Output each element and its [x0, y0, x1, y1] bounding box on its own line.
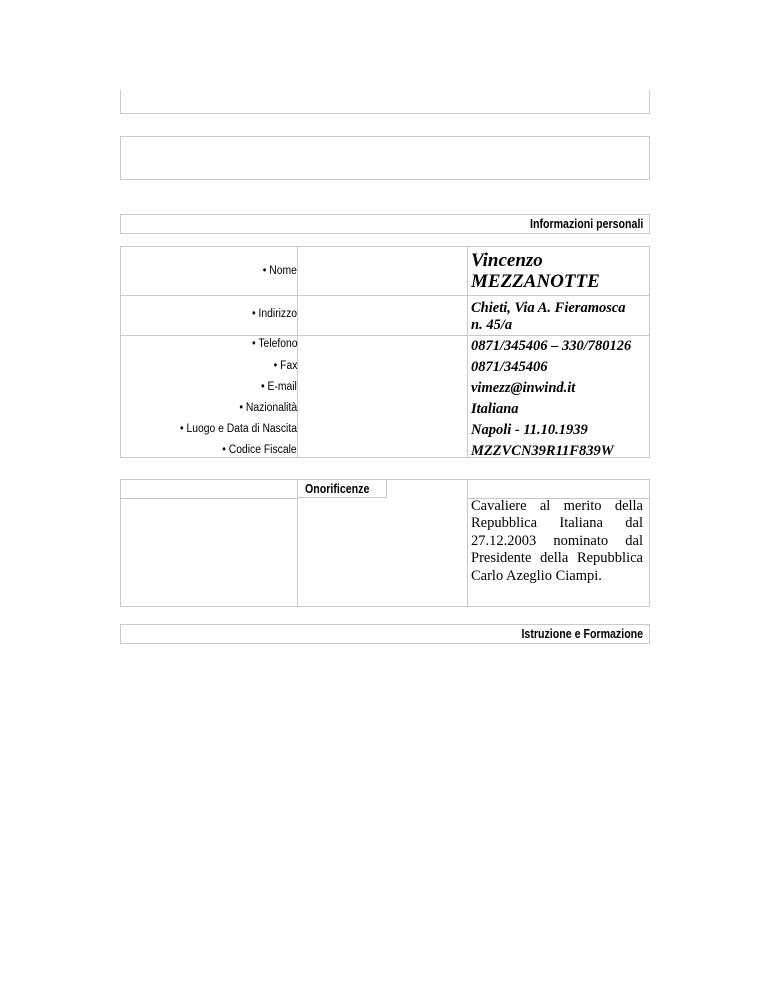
value-nome: Vincenzo MEZZANOTTE [471, 250, 600, 292]
section-header-personal-info: Informazioni personali [120, 214, 650, 234]
value-nazionalita: Italiana [471, 401, 519, 417]
section-header-education: Istruzione e Formazione [120, 624, 650, 644]
label-nazionalita: • Nazionalità [239, 402, 297, 414]
label-nome: • Nome [262, 265, 297, 277]
label-indirizzo: • Indirizzo [251, 308, 297, 320]
value-indirizzo: Chieti, Via A. Fieramosca n. 45/a [471, 300, 626, 333]
honors-table [120, 479, 650, 607]
value-nascita: Napoli - 11.10.1939 [471, 422, 588, 438]
empty-section-box [120, 136, 650, 180]
personal-info-table [120, 246, 650, 458]
value-codice-fiscale: MZZVCN39R11F839W [471, 443, 614, 459]
label-email: • E-mail [261, 381, 297, 393]
value-fax: 0871/345406 [471, 359, 548, 375]
section-header-honors: Onorificenze [305, 482, 370, 496]
honors-text: Cavaliere al merito della Repubblica Italiana dal 27.12.2003 nominato dal Presidente della Repubblica Carlo Azeglio Ciampi. [471, 498, 643, 584]
value-telefono: 0871/345406 – 330/780126 [471, 338, 632, 354]
label-telefono: • Telefono [251, 338, 297, 350]
label-fax: • Fax [273, 360, 297, 372]
label-codice-fiscale: • Codice Fiscale [222, 444, 297, 456]
value-email: vimezz@inwind.it [471, 380, 576, 396]
top-frame-fragment [120, 90, 650, 114]
label-nascita: • Luogo e Data di Nascita [180, 423, 297, 435]
